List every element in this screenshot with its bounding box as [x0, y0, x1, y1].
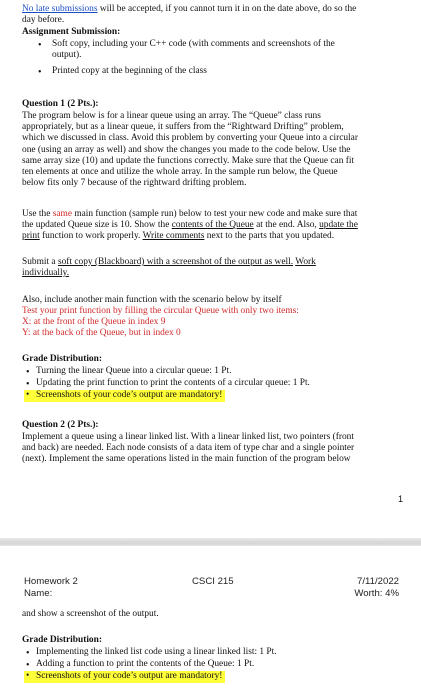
- document-page-2: [0, 546, 421, 700]
- bullet-icon: •: [26, 367, 30, 378]
- bullet-icon: •: [38, 40, 42, 51]
- bullet-icon: •: [26, 390, 30, 400]
- q1-paragraph-line: which we discussed in class. Avoid this problem by converting your Queue into a circular: [22, 133, 358, 143]
- q2-paragraph-line: (next). Implement the same operations listed in the main function of the program below: [22, 454, 351, 464]
- grade-item: Implementing the linked list code using a linear linked list: 1 Pt.: [36, 647, 277, 657]
- grade-item-highlighted: • Screenshots of your code’s output are mandatory!: [24, 671, 225, 683]
- q1-paragraph-line: below fits only 7 because of the rightward drifting problem.: [22, 178, 247, 188]
- grade-item: Updating the print function to print the contents of a circular queue: 1 Pt.: [36, 378, 310, 388]
- assignment-submission-heading: Assignment Submission:: [22, 27, 121, 37]
- homework-label: Homework 2: [24, 576, 78, 587]
- late-policy-line1: No late submissions will be accepted, if you cannot turn it in on the date above, do so the: [22, 4, 357, 14]
- grade-distribution-heading: Grade Distribution:: [22, 354, 102, 364]
- assign-bullet-2: Printed copy at the beginning of the class: [52, 66, 207, 76]
- grade-item: Adding a function to print the contents of the Queue: 1 Pt.: [36, 659, 255, 669]
- q1-paragraph-line: same array size (10) and update the functions correctly. Make sure that the Queue can fit: [22, 156, 355, 166]
- bullet-icon: •: [38, 67, 42, 78]
- assign-bullet-1-line2: output).: [52, 50, 82, 60]
- name-label: Name:: [24, 588, 53, 599]
- grade-item: Turning the linear Queue into a circular queue: 1 Pt.: [36, 366, 232, 376]
- q1-scenario-line: Y: at the back of the Queue, but in index 0: [22, 328, 181, 338]
- q1-test-instructions-line1: Use the same main function (sample run) below to test your new code and make sure that: [22, 209, 358, 219]
- q1-paragraph-line: appropriately, but as a linear queue, it suffers from the “Rightward Drifting” problem,: [22, 122, 344, 132]
- bullet-icon: •: [26, 660, 30, 671]
- bullet-icon: •: [26, 648, 30, 659]
- q2-continuation: and show a screenshot of the output.: [22, 609, 159, 619]
- bullet-icon: •: [26, 671, 30, 681]
- q1-paragraph-line: one (using an array as well) and show the changes you made to the code below. Use the: [22, 145, 351, 155]
- q1-paragraph-line: The program below is for a linear queue using an array. The “Queue” class runs: [22, 111, 321, 121]
- date-label: 7/11/2022: [357, 576, 399, 587]
- q1-test-instructions-line2: the updated Queue size is 10. Show the contents of the Queue at the end. Also, update the: [22, 220, 358, 230]
- worth-label: Worth: 4%: [354, 588, 399, 599]
- q1-scenario-intro: Also, include another main function with the scenario below by itself: [22, 295, 282, 305]
- q1-submit-line1: Submit a soft copy (Blackboard) with a screenshot of the output as well. Work: [22, 257, 316, 267]
- q1-paragraph-line: ten elements at once and utilize the whole array. In the sample run below, the Queue: [22, 167, 338, 177]
- q2-paragraph-line: and back) are needed. Each node consists of a data item of type char and a single pointer: [22, 443, 355, 453]
- q1-scenario-line: Test your print function by filling the circular Queue with only two items:: [22, 306, 299, 316]
- q1-submit-line2: individually.: [22, 268, 70, 278]
- bullet-icon: •: [26, 379, 30, 390]
- course-label: CSCI 215: [192, 576, 234, 587]
- q1-test-instructions-line3: print function to work properly. Write comments next to the parts that you updated.: [22, 231, 335, 241]
- late-submissions-link[interactable]: No late submissions: [22, 4, 98, 14]
- question-2-heading: Question 2 (2 Pts.):: [22, 420, 99, 430]
- q1-scenario-line: X: at the front of the Queue in index 9: [22, 317, 166, 327]
- assign-bullet-1-line1: Soft copy, including your C++ code (with comments and screenshots of the: [52, 39, 335, 49]
- question-1-heading: Question 1 (2 Pts.):: [22, 99, 99, 109]
- grade-distribution-heading: Grade Distribution:: [22, 635, 102, 645]
- late-policy-line2: day before.: [22, 15, 65, 25]
- page-number: 1: [398, 494, 404, 504]
- q2-paragraph-line: Implement a queue using a linear linked list. With a linear linked list, two pointers (front: [22, 432, 354, 442]
- grade-item-highlighted: • Screenshots of your code’s output are mandatory!: [24, 390, 225, 402]
